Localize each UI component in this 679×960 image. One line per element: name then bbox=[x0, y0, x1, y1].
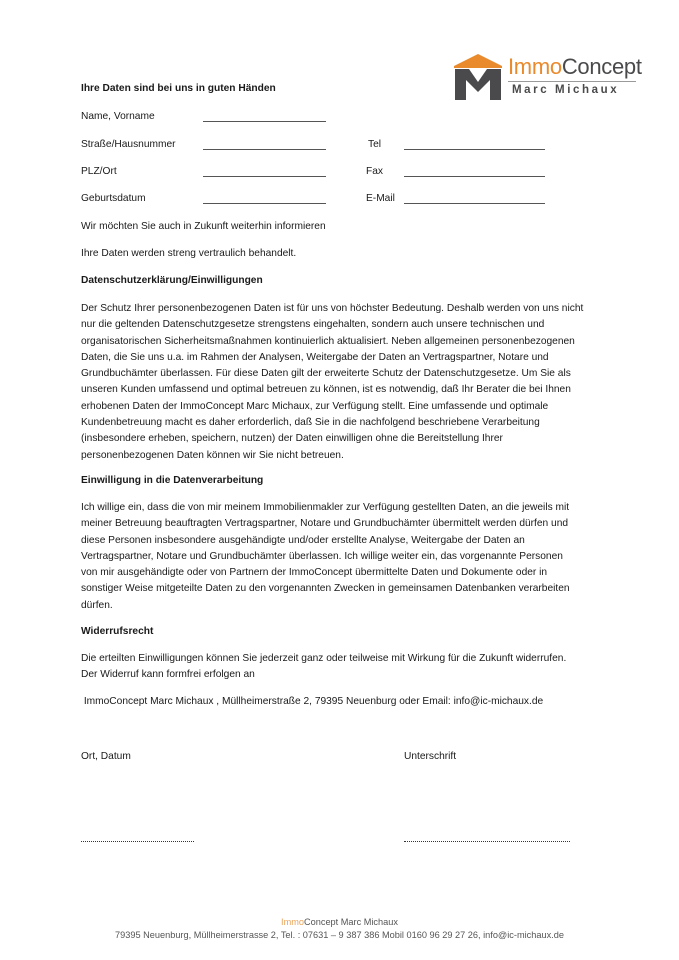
info-text: Wir möchten Sie auch in Zukunft weiterhin informieren bbox=[81, 221, 326, 232]
footer-brand: ImmoConcept Marc Michaux bbox=[281, 917, 398, 927]
name-field[interactable] bbox=[203, 121, 326, 122]
signature-label: Unterschrift bbox=[404, 751, 457, 762]
consent-paragraph bbox=[81, 500, 601, 614]
street-field[interactable] bbox=[203, 149, 326, 150]
footer-contact: 79395 Neuenburg, Müllheimerstrasse 2, Tel. : 07631 – 9 387 386 Mobil 0160 96 29 27 26, info@ic-michaux.de bbox=[115, 930, 564, 940]
logo-divider bbox=[508, 81, 636, 82]
paragraph-line: unseren Kunden umfassend und optimal betreuen zu können, ist es notwendig, daß Ihr Berater die bei Ihnen bbox=[81, 384, 571, 396]
street-label: Straße/Hausnummer bbox=[81, 139, 176, 150]
paragraph-line: personenbezogenen Daten können wir Sie nicht betreuen. bbox=[81, 449, 344, 461]
withdrawal-address: ImmoConcept Marc Michaux , Müllheimerstraße 2, 79395 Neuenburg oder Email: info@ic-michaux.de bbox=[81, 696, 544, 707]
name-label: Name, Vorname bbox=[81, 111, 155, 122]
logo-wordmark: ImmoConcept bbox=[508, 54, 642, 79]
paragraph-line: Grundbuchämter überlassen. Für diese Daten gilt der erweiterte Schutz der Datenschutzgesetze. Um Sie als bbox=[81, 368, 571, 380]
paragraph-line: Daten, die Sie uns u.a. im Rahmen der Analysen, Weitergabe der Daten an Vertragspartner, Notare und bbox=[81, 351, 549, 363]
house-m-icon bbox=[452, 52, 504, 102]
paragraph-line: meiner Betreuung beauftragten Vertragspartner, Notare und Grundbuchämter übermittelt werden dürfen und bbox=[81, 518, 569, 530]
signature-field[interactable] bbox=[404, 841, 570, 842]
paragraph-line: sonstiger Weise mitgeteilte Daten zu den vorgenannten Zwecken in gemeinsamen Datenbanken verarbeiten bbox=[81, 583, 570, 595]
paragraph-line: diese Personen insbesondere ausgehändigte und/oder erstellte Analyse, Weitergabe der Daten an bbox=[81, 534, 525, 546]
zip-city-label: PLZ/Ort bbox=[81, 166, 117, 177]
confidential-text: Ihre Daten werden streng vertraulich behandelt. bbox=[81, 248, 297, 259]
email-field[interactable] bbox=[404, 203, 545, 204]
tel-field[interactable] bbox=[404, 149, 545, 150]
page-title: Ihre Daten sind bei uns in guten Händen bbox=[81, 83, 276, 94]
withdrawal-paragraph bbox=[81, 651, 601, 684]
birthdate-label: Geburtsdatum bbox=[81, 193, 146, 204]
withdrawal-heading: Widerrufsrecht bbox=[81, 626, 154, 637]
paragraph-line: nur die geltenden Datenschutzgesetze strengstens eingehalten, sondern auch unsere technischen und bbox=[81, 319, 545, 331]
fax-field[interactable] bbox=[404, 176, 545, 177]
email-label: E-Mail bbox=[366, 193, 395, 204]
paragraph-line: Der Widerruf kann formfrei erfolgen an bbox=[81, 669, 255, 681]
paragraph-line: organisatorischen Sicherheitsmaßnahmen kontinuierlich aktualisiert. Neben allgemeinen personenbezogenen bbox=[81, 335, 575, 347]
place-date-field[interactable] bbox=[81, 841, 194, 842]
paragraph-line: Kundenbetreuung macht es daher erforderlich, daß Sie in die nachfolgend beschriebene Verarbeitung bbox=[81, 417, 540, 429]
paragraph-line: erhobenen Daten der ImmoConcept Marc Michaux, zur Verfügung stellt. Eine umfassende und optimale bbox=[81, 400, 549, 412]
logo-subtitle: Marc Michaux bbox=[512, 84, 620, 96]
company-logo bbox=[452, 52, 642, 104]
birthdate-field[interactable] bbox=[203, 203, 326, 204]
privacy-heading: Datenschutzerklärung/Einwilligungen bbox=[81, 275, 263, 286]
paragraph-line: Der Schutz Ihrer personenbezogenen Daten ist für uns von höchster Bedeutung. Deshalb werden von uns nicht bbox=[81, 303, 584, 314]
zip-city-field[interactable] bbox=[203, 176, 326, 177]
privacy-paragraph bbox=[81, 301, 601, 464]
fax-label: Fax bbox=[366, 166, 383, 177]
paragraph-line: Die erteilten Einwilligungen können Sie jederzeit ganz oder teilweise mit Wirkung für die Zukunft widerrufen. bbox=[81, 653, 567, 664]
paragraph-line: von mir ausgehändigte oder von Partnern der ImmoConcept übermittelte Daten und Dokumente oder in bbox=[81, 567, 548, 579]
paragraph-line: Vertragspartner, Notare und Grundbuchämter überlassen. Ich willige weiter ein, das vorgenannte Personen bbox=[81, 550, 563, 562]
consent-heading: Einwilligung in die Datenverarbeitung bbox=[81, 475, 264, 486]
place-date-label: Ort, Datum bbox=[81, 751, 131, 762]
tel-label: Tel bbox=[368, 139, 382, 150]
paragraph-line: dürfen. bbox=[81, 599, 113, 611]
paragraph-line: Ich willige ein, dass die von mir meinem Immobilienmakler zur Verfügung gestellten Daten, an die jeweils mit bbox=[81, 502, 570, 513]
paragraph-line: (insbesondere erheben, speichern, nutzen) der Daten einwilligen ohne die Bereitstellung Ihrer bbox=[81, 433, 503, 445]
